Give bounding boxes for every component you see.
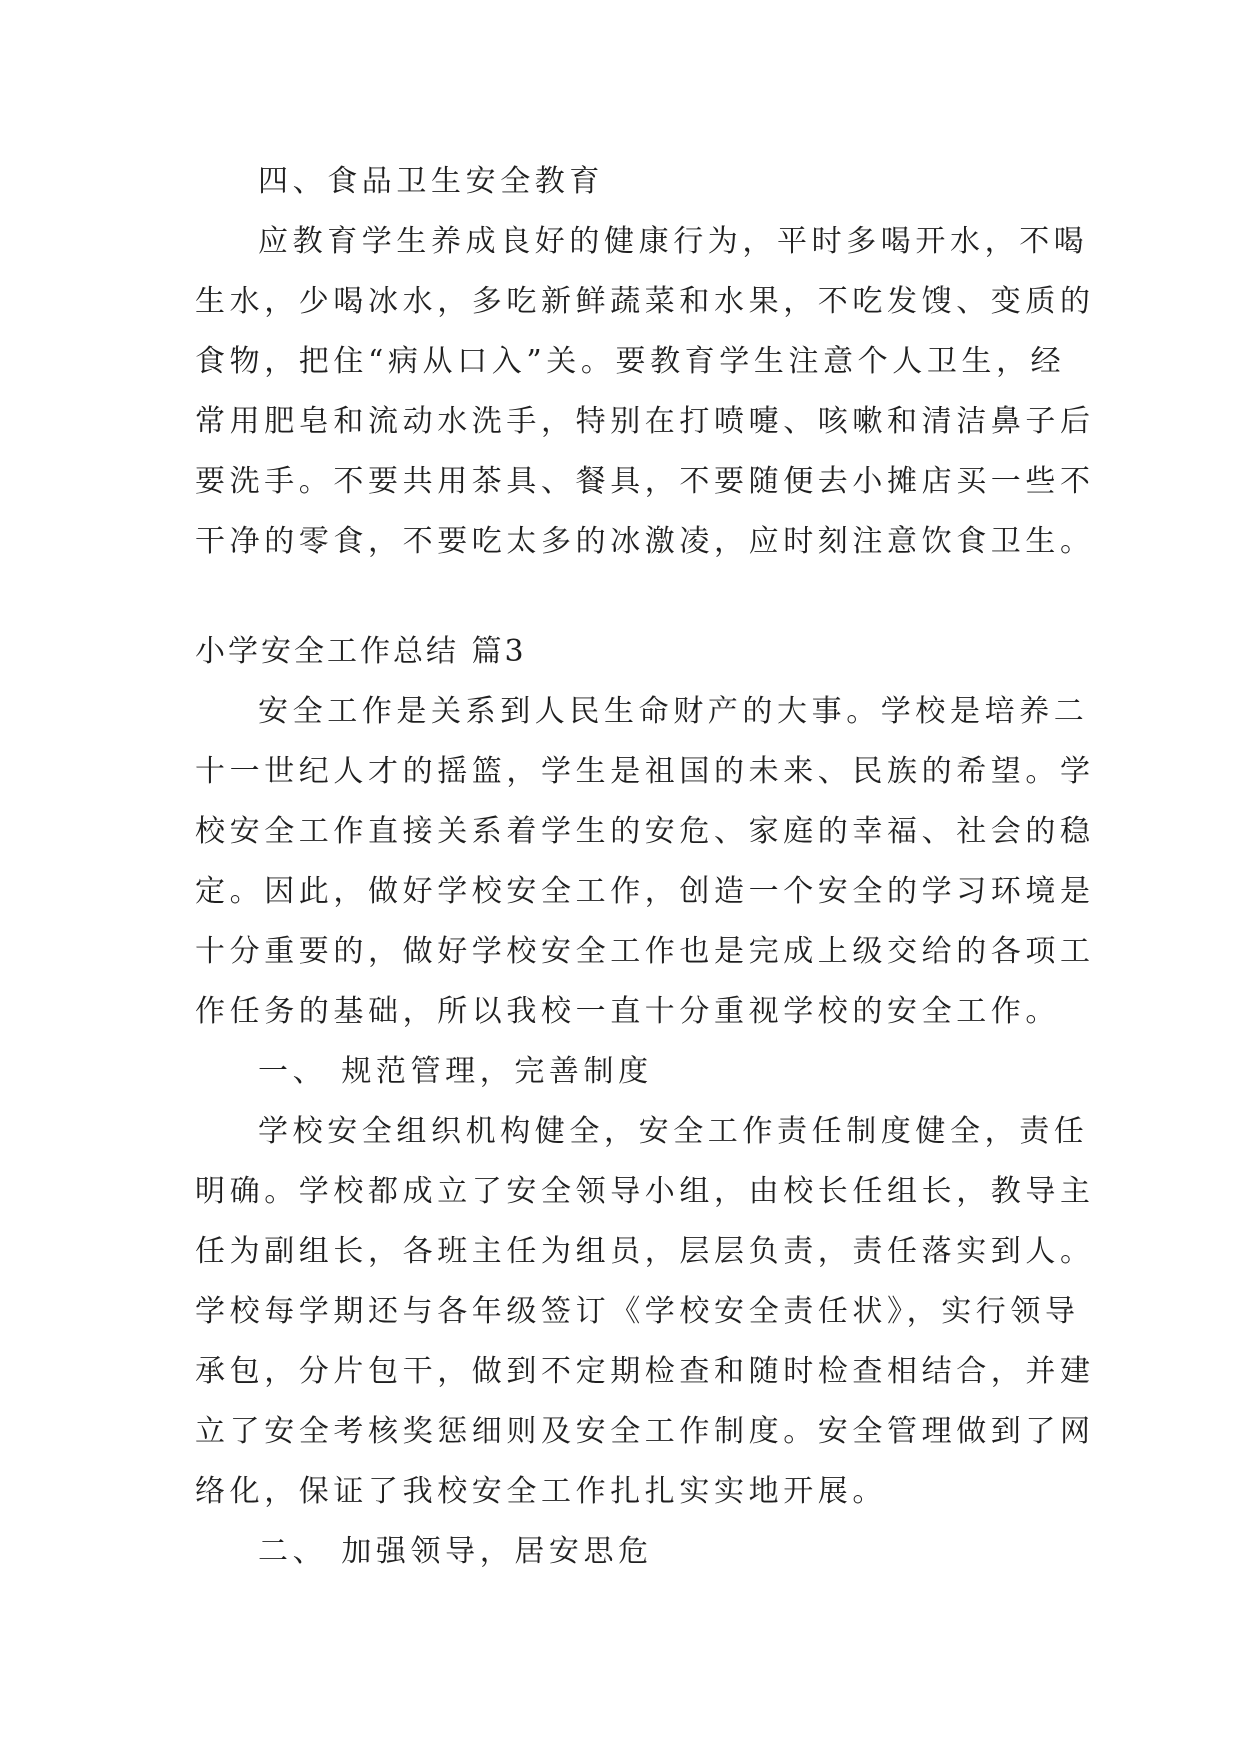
section-heading-food-safety: 四、食品卫生安全教育: [258, 164, 604, 199]
paragraph-line: 络化，保证了我校安全工作扎扎实实地开展。: [195, 1474, 887, 1509]
paragraph-line: 任为副组长，各班主任为组员，层层负责，责任落实到人。: [195, 1234, 1095, 1269]
paragraph-line: 食物，把住“病从口入”关。要教育学生注意个人卫生，经: [195, 344, 1066, 379]
section-heading-leadership: 二、 加强领导，居安思危: [258, 1534, 653, 1569]
paragraph-line: 应教育学生养成良好的健康行为，平时多喝开水，不喝: [258, 224, 1089, 259]
paragraph-line: 十一世纪人才的摇篮，学生是祖国的未来、民族的希望。学: [195, 754, 1095, 789]
paragraph-line: 安全工作是关系到人民生命财产的大事。学校是培养二: [258, 694, 1089, 729]
paragraph-line: 承包，分片包干，做到不定期检查和随时检查相结合，并建: [195, 1354, 1095, 1389]
section-heading-management: 一、 规范管理，完善制度: [258, 1054, 653, 1089]
paragraph-line: 生水，少喝冰水，多吃新鲜蔬菜和水果，不吃发馊、变质的: [195, 284, 1095, 319]
paragraph-line: 明确。学校都成立了安全领导小组，由校长任组长，教导主: [195, 1174, 1095, 1209]
paragraph-line: 校安全工作直接关系着学生的安危、家庭的幸福、社会的稳: [195, 814, 1095, 849]
paragraph-line: 立了安全考核奖惩细则及安全工作制度。安全管理做到了网: [195, 1414, 1095, 1449]
paragraph-line: 学校安全组织机构健全，安全工作责任制度健全，责任: [258, 1114, 1089, 1149]
paragraph-line: 学校每学期还与各年级签订《学校安全责任状》，实行领导: [195, 1294, 1080, 1329]
paragraph-line: 定。因此，做好学校安全工作，创造一个安全的学习环境是: [195, 874, 1095, 909]
paragraph-line: 十分重要的，做好学校安全工作也是完成上级交给的各项工: [195, 934, 1095, 969]
paragraph-line: 常用肥皂和流动水洗手，特别在打喷嚏、咳嗽和清洁鼻子后: [195, 404, 1095, 439]
article-title: 小学安全工作总结 篇3: [195, 634, 527, 669]
paragraph-line: 要洗手。不要共用茶具、餐具，不要随便去小摊店买一些不: [195, 464, 1095, 499]
paragraph-line: 干净的零食，不要吃太多的冰激凌，应时刻注意饮食卫生。: [195, 524, 1095, 559]
paragraph-line: 作任务的基础，所以我校一直十分重视学校的安全工作。: [195, 994, 1060, 1029]
